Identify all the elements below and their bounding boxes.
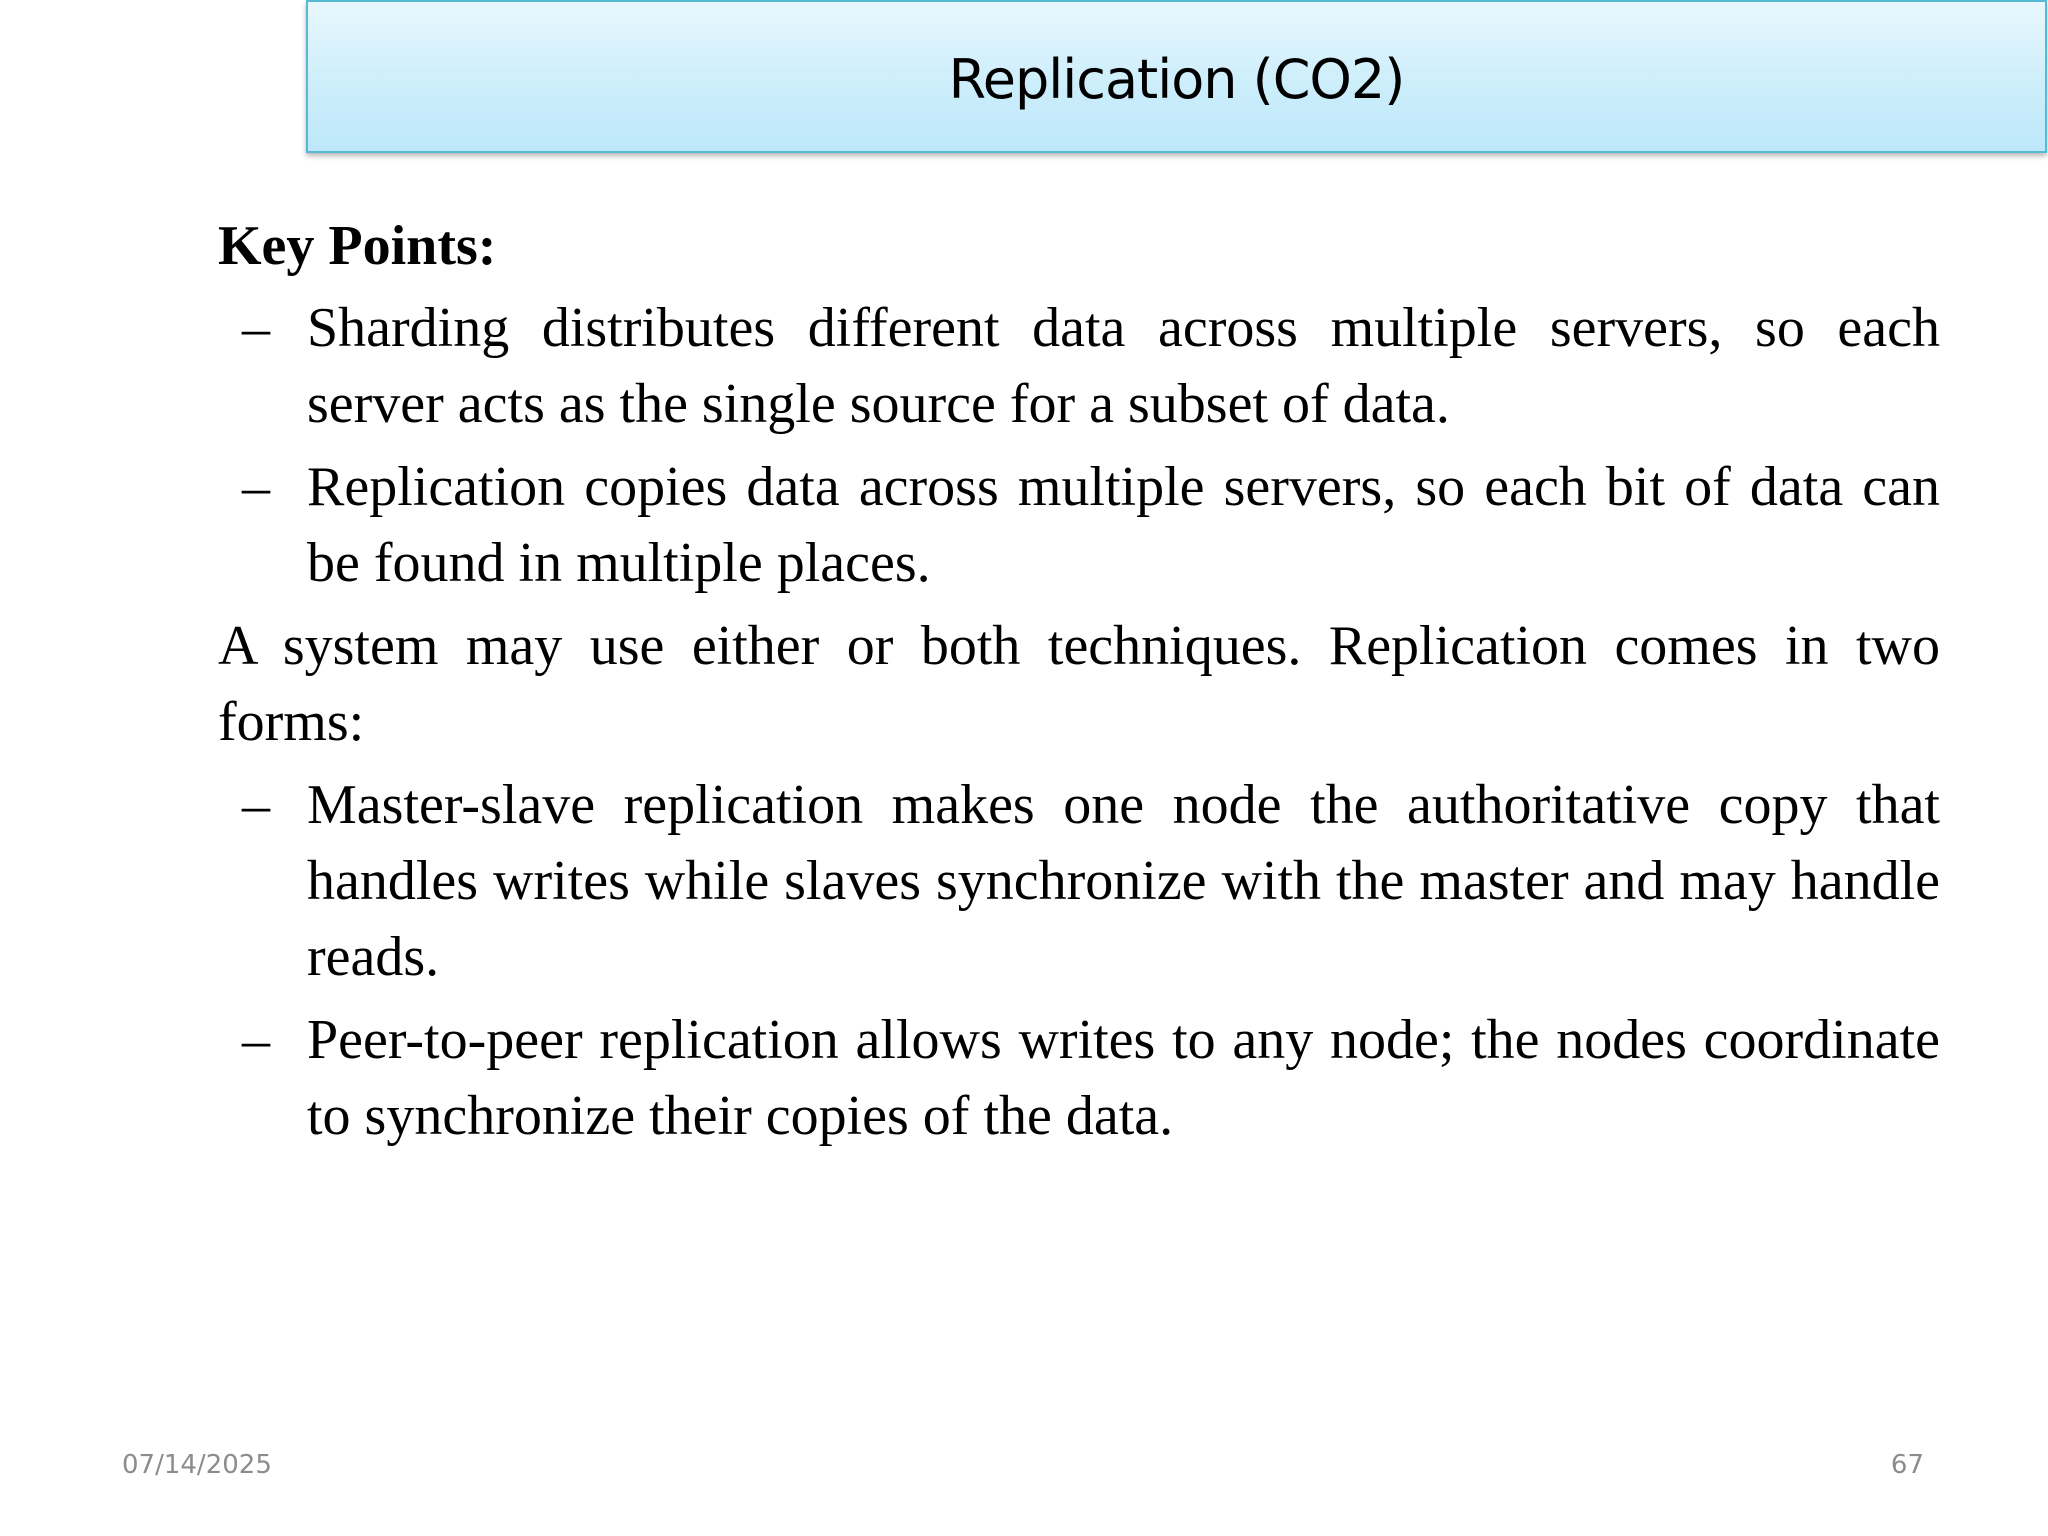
dash-bullet-marker: – bbox=[242, 774, 270, 836]
slide-body bbox=[218, 208, 1940, 1161]
footer-date: 07/14/2025 bbox=[122, 1450, 272, 1480]
bullet-item-sharding bbox=[218, 290, 1940, 442]
body-paragraph: A system may use either or both techniques. Replication comes in two forms: bbox=[218, 615, 1940, 753]
bullet-text: Master-slave replication makes one node the authoritative copy that handles writes while slaves synchronize with the master and may handle reads. bbox=[307, 774, 1940, 988]
slide-page-number: 67 bbox=[1890, 1450, 1924, 1480]
bullet-item-master-slave bbox=[218, 767, 1940, 995]
bullet-text: Peer-to-peer replication allows writes to any node; the nodes coordinate to synchronize their copies of the data. bbox=[307, 1009, 1940, 1147]
key-points-heading: Key Points: bbox=[218, 215, 497, 277]
slide-title: Replication (CO2) bbox=[948, 48, 1405, 111]
bullet-item-peer-to-peer bbox=[218, 1002, 1940, 1154]
bullet-text: Sharding distributes different data across multiple servers, so each server acts as the single source for a subset of data. bbox=[307, 297, 1940, 435]
title-box bbox=[306, 0, 2047, 153]
bullet-item-replication bbox=[218, 449, 1940, 601]
dash-bullet-marker: – bbox=[242, 456, 270, 518]
dash-bullet-marker: – bbox=[242, 1009, 270, 1071]
dash-bullet-marker: – bbox=[242, 297, 270, 359]
bullet-text: Replication copies data across multiple servers, so each bit of data can be found in multiple places. bbox=[307, 456, 1940, 594]
